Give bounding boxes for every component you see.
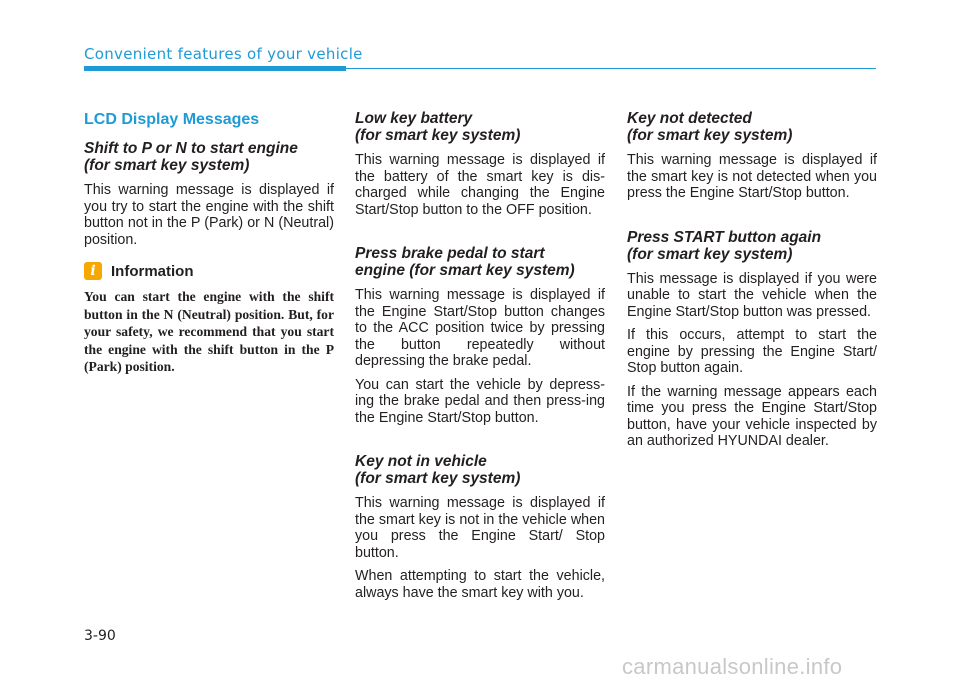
section-title: LCD Display Messages — [84, 111, 260, 128]
information-header — [84, 262, 334, 280]
heading-line: (for smart key system) — [84, 157, 250, 174]
information-icon-glyph: i — [90, 263, 96, 279]
paragraph: If this occurs, attempt to start the engine by pressing the Engine Start/ Stop button again. — [627, 327, 877, 376]
heading-line: (for smart key system) — [627, 245, 793, 263]
heading-key-not-in-vehicle — [355, 453, 605, 487]
paragraph: This warning message is displayed if the battery of the smart key is dis-charged while changing the Engine Start/Stop button to the OFF position. — [355, 152, 605, 218]
heading-line: Key not in vehicle — [355, 453, 487, 470]
paragraph: If the warning message appears each time you press the Engine Start/Stop button, have your vehicle inspected by an authorized HYUNDAI dealer. — [627, 383, 877, 449]
heading-line: engine (for smart key system) — [355, 262, 575, 279]
heading-key-not-detected — [627, 110, 877, 144]
heading-shift-to-p-or-n — [84, 140, 334, 174]
heading-line: (for smart key system) — [627, 127, 793, 144]
heading-press-brake-pedal — [355, 245, 605, 279]
paragraph: This message is displayed if you were unable to start the vehicle when the Engine Start/Stop button was pressed. — [627, 270, 877, 320]
heading-line: Key not detected — [627, 110, 752, 127]
paragraph: This warning message is displayed if you try to start the engine with the shift button not in the P (Park) or N (Neutral) position. — [84, 182, 334, 248]
heading-line: Low key battery — [355, 110, 473, 127]
heading-line: Press START button again — [627, 228, 822, 246]
column-2 — [355, 110, 605, 608]
heading-line: Shift to P or N to start engine — [84, 140, 298, 157]
heading-low-key-battery — [355, 110, 605, 144]
column-3 — [627, 110, 877, 457]
paragraph: This warning message is displayed if the Engine Start/Stop button changes to the ACC position twice by pressing the button repeatedly without depressing the brake pedal. — [355, 287, 605, 369]
watermark: carmanualsonline.info — [622, 654, 843, 679]
header-title: Convenient features of your vehicle — [84, 45, 363, 63]
column-1 — [84, 110, 334, 376]
paragraph: When attempting to start the vehicle, always have the smart key with you. — [355, 568, 605, 601]
paragraph: This warning message is displayed if the smart key is not in the vehicle when you press the Engine Start/ Stop button. — [355, 495, 605, 561]
information-title: Information — [111, 262, 194, 280]
paragraph: You can start the vehicle by depress-ing the brake pedal and then press-ing the Engine Start/Stop button. — [355, 376, 605, 426]
header-accent-bar — [84, 66, 346, 71]
information-icon — [84, 262, 102, 280]
information-text: You can start the engine with the shift button in the N (Neutral) position. But, for your safety, we recommend that you start the engine with the shift button in the P (Park) position. — [84, 289, 334, 374]
heading-line: (for smart key system) — [355, 127, 521, 144]
page-number: 3-90 — [84, 628, 116, 644]
paragraph: This warning message is displayed if the smart key is not detected when you press the Engine Start/Stop button. — [627, 152, 877, 201]
heading-line: (for smart key system) — [355, 470, 521, 487]
heading-line: Press brake pedal to start — [355, 245, 545, 262]
heading-press-start-again — [627, 229, 877, 263]
header-rule — [346, 68, 876, 69]
